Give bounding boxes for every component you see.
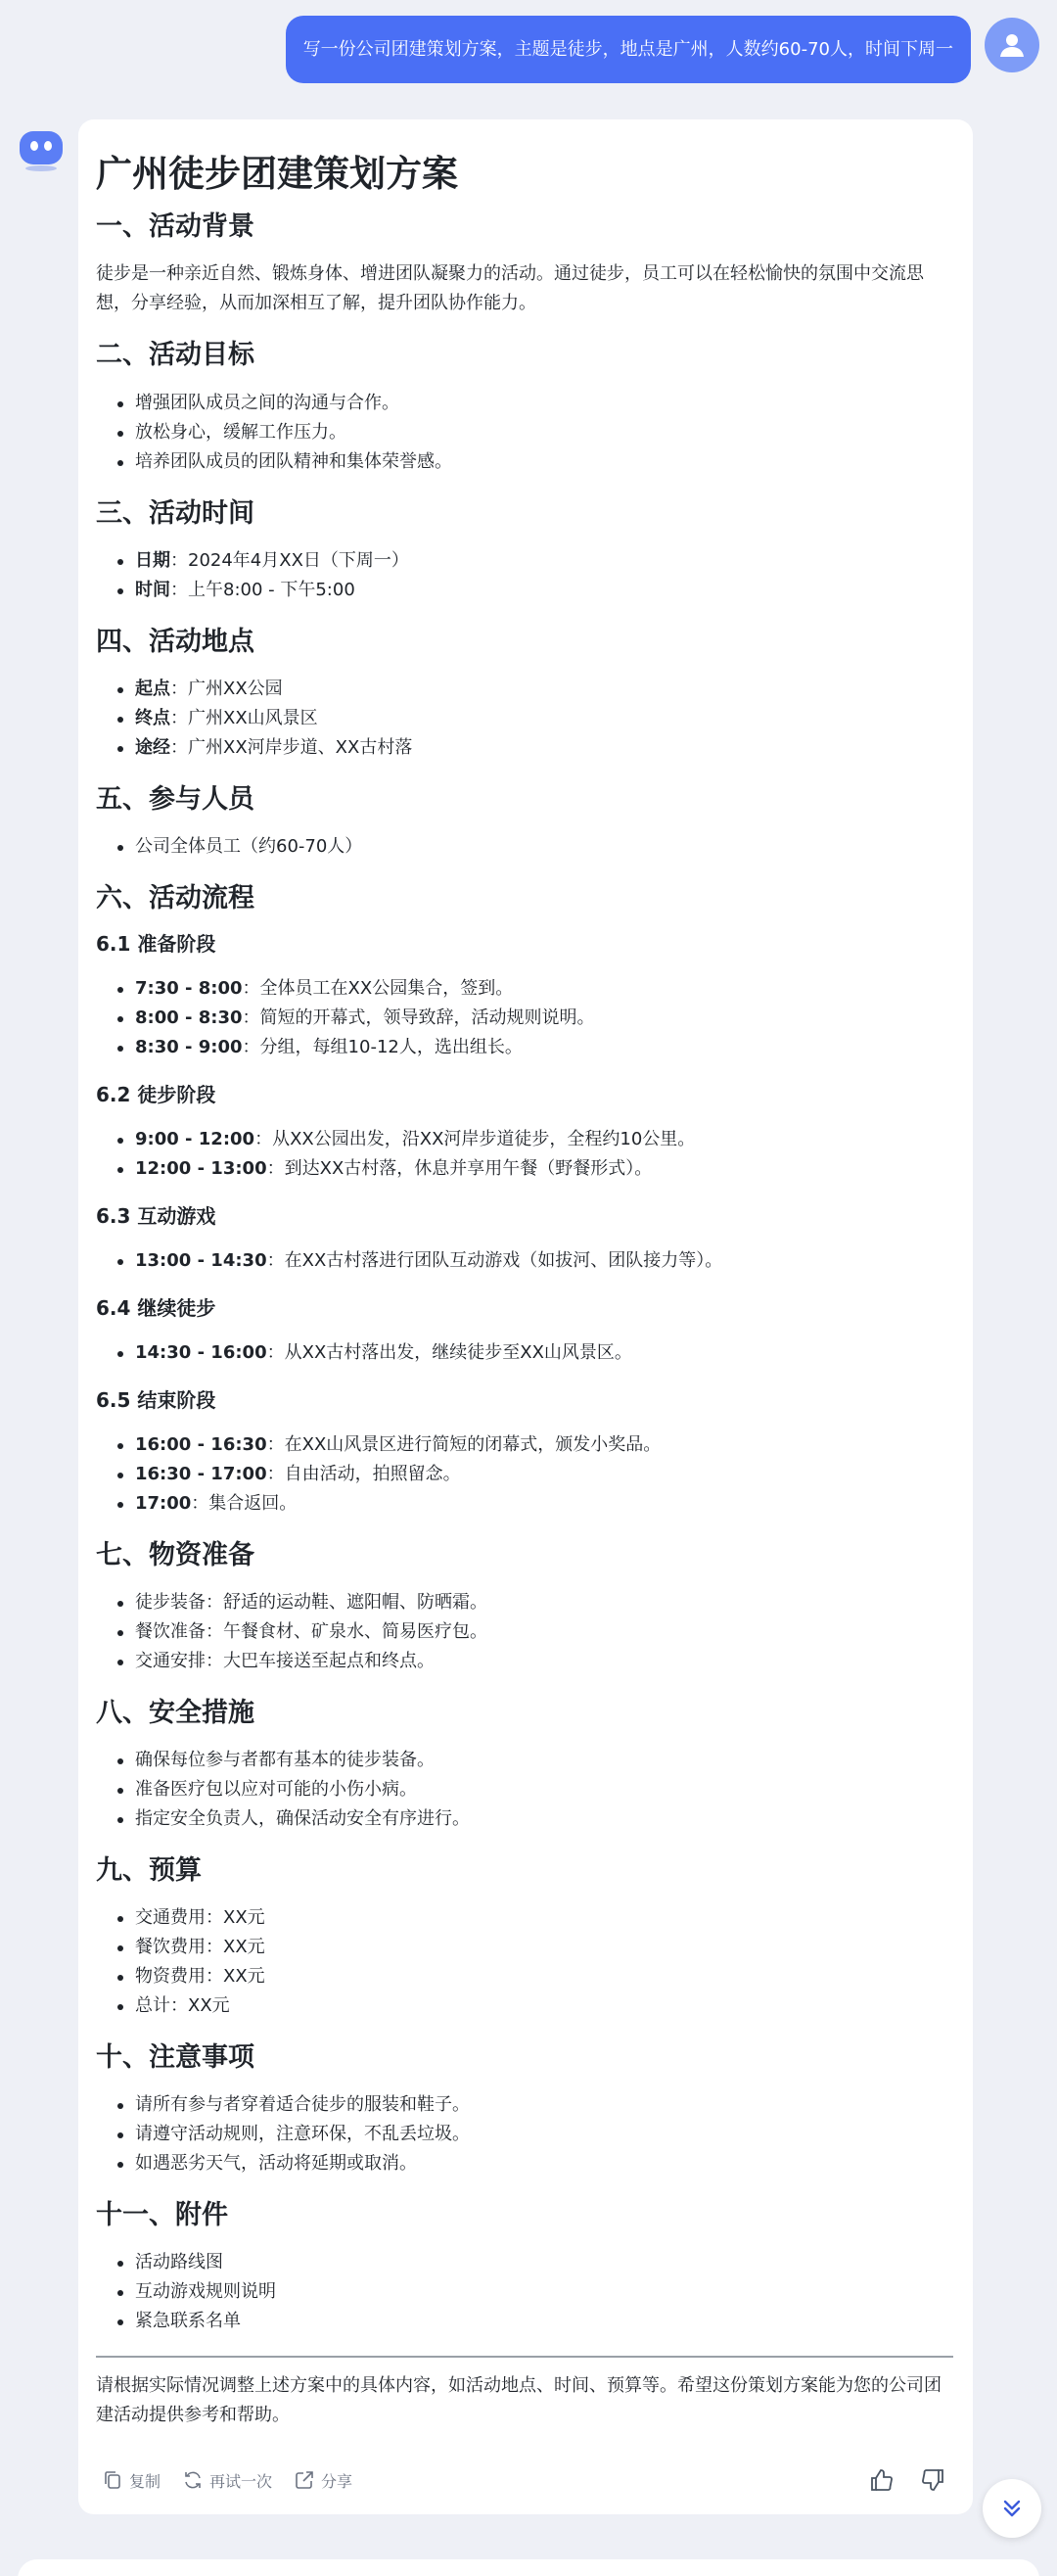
item-label: 8:00 - 8:30 xyxy=(135,1007,243,1028)
item-text: ：广州XX河岸步道、XX古村落 xyxy=(170,736,413,758)
list-item: 徒步装备：舒适的运动鞋、遮阳帽、防晒霜。 xyxy=(115,1588,953,1617)
list-item xyxy=(115,1338,953,1368)
budget-list xyxy=(115,1903,953,2021)
location-list xyxy=(115,675,953,763)
user-avatar-icon xyxy=(996,29,1028,61)
item-text: ：简短的开幕式，领导致辞，活动规则说明。 xyxy=(242,1007,595,1028)
list-item xyxy=(115,546,953,576)
section-heading: 一、活动背景 xyxy=(96,211,254,243)
retry-label: 再试一次 xyxy=(209,2471,273,2491)
item-label: 8:30 - 9:00 xyxy=(135,1036,243,1057)
item-text: ：在XX古村落进行团队互动游戏（如拔河、团队接力等）。 xyxy=(266,1249,723,1271)
section-heading: 六、活动流程 xyxy=(96,882,254,913)
divider xyxy=(96,2356,953,2358)
closing-paragraph: 请根据实际情况调整上述方案中的具体内容，如活动地点、时间、预算等。希望这份策划方案能为您的公司团建活动提供参考和帮助。 xyxy=(96,2375,942,2426)
list-item xyxy=(115,1033,953,1062)
section-heading: 十、注意事项 xyxy=(96,2042,254,2074)
user-avatar[interactable] xyxy=(985,18,1039,72)
list-item xyxy=(115,1430,953,1460)
list-item xyxy=(115,576,953,605)
refresh-icon xyxy=(182,2469,204,2491)
item-label: 日期 xyxy=(135,549,170,571)
item-text: ：上午8:00 - 下午5:00 xyxy=(170,579,355,600)
item-label: 13:00 - 14:30 xyxy=(135,1249,267,1271)
item-label: 9:00 - 12:00 xyxy=(135,1128,255,1149)
thumbs-down-icon[interactable] xyxy=(918,2465,947,2495)
list-item: 请所有参与者穿着适合徒步的服装和鞋子。 xyxy=(115,2090,953,2120)
assistant-response-card xyxy=(78,119,973,2514)
subsection-heading: 6.2 徒步阶段 xyxy=(96,1082,216,1106)
item-text: ：自由活动，拍照留念。 xyxy=(266,1463,461,1484)
list-item: 准备医疗包以应对可能的小伤小病。 xyxy=(115,1775,953,1804)
section-heading: 四、活动地点 xyxy=(96,626,254,657)
schedule-list xyxy=(115,1125,953,1184)
list-item: 确保每位参与者都有基本的徒步装备。 xyxy=(115,1746,953,1775)
item-label: 起点 xyxy=(135,678,170,699)
item-label: 16:00 - 16:30 xyxy=(135,1433,267,1455)
list-item: 物资费用：XX元 xyxy=(115,1962,953,1991)
item-text: ：从XX古村落出发，继续徒步至XX山风景区。 xyxy=(266,1341,632,1363)
thumbs-up-icon[interactable] xyxy=(867,2465,896,2495)
list-item: 交通费用：XX元 xyxy=(115,1903,953,1933)
copy-label: 复制 xyxy=(129,2471,161,2491)
supplies-list xyxy=(115,1588,953,1676)
subsection-heading: 6.5 结束阶段 xyxy=(96,1387,216,1412)
item-text: ：集合返回。 xyxy=(191,1492,298,1514)
scroll-to-bottom-button[interactable] xyxy=(983,2479,1041,2538)
list-item: 总计：XX元 xyxy=(115,1991,953,2021)
list-item xyxy=(115,1489,953,1519)
item-label: 17:00 xyxy=(135,1492,192,1514)
list-item: 如遇恶劣天气，活动将延期或取消。 xyxy=(115,2149,953,2178)
time-list xyxy=(115,546,953,605)
item-text: ：分组，每组10-12人，选出组长。 xyxy=(242,1036,523,1057)
section-heading: 五、参与人员 xyxy=(96,783,254,815)
schedule-list xyxy=(115,1246,953,1276)
background-paragraph: 徒步是一种亲近自然、锻炼身体、增进团队凝聚力的活动。通过徒步，员工可以在轻松愉快的氛围中交流思想，分享经验，从而加深相互了解，提升团队协作能力。 xyxy=(96,263,924,314)
list-item: 互动游戏规则说明 xyxy=(115,2277,953,2307)
list-item xyxy=(115,1004,953,1033)
bot-avatar-icon xyxy=(18,129,65,172)
section-heading: 七、物资准备 xyxy=(96,1539,254,1570)
list-item xyxy=(115,1246,953,1276)
input-bar-edge xyxy=(18,2559,1039,2576)
list-item: 交通安排：大巴车接送至起点和终点。 xyxy=(115,1647,953,1676)
user-message-row xyxy=(286,16,1039,83)
item-text: ：全体员工在XX公园集合，签到。 xyxy=(242,977,514,999)
list-item xyxy=(115,974,953,1004)
user-message-bubble: 写一份公司团建策划方案，主题是徒步，地点是广州，人数约60-70人，时间下周一 xyxy=(286,16,971,83)
share-button[interactable] xyxy=(294,2469,352,2492)
section-heading: 三、活动时间 xyxy=(96,497,254,529)
schedule-list xyxy=(115,1338,953,1368)
list-item: 请遵守活动规则，注意环保，不乱丢垃圾。 xyxy=(115,2120,953,2149)
item-label: 终点 xyxy=(135,707,170,728)
item-text: ：在XX山风景区进行简短的闭幕式，颁发小奖品。 xyxy=(266,1433,662,1455)
list-item: 活动路线图 xyxy=(115,2248,953,2277)
safety-list xyxy=(115,1746,953,1834)
section-heading: 九、预算 xyxy=(96,1855,202,1887)
list-item: 放松身心，缓解工作压力。 xyxy=(115,418,953,447)
share-icon xyxy=(294,2469,315,2491)
list-item xyxy=(115,1460,953,1489)
item-label: 7:30 - 8:00 xyxy=(135,977,243,999)
list-item: 增强团队成员之间的沟通与合作。 xyxy=(115,389,953,418)
list-item xyxy=(115,733,953,763)
list-item: 公司全体员工（约60-70人） xyxy=(115,832,953,862)
item-label: 12:00 - 13:00 xyxy=(135,1157,267,1179)
list-item: 餐饮费用：XX元 xyxy=(115,1933,953,1962)
copy-button[interactable] xyxy=(102,2469,161,2492)
chevron-double-down-icon xyxy=(999,2496,1025,2521)
section-heading: 八、安全措施 xyxy=(96,1698,254,1729)
goals-list xyxy=(115,389,953,477)
section-heading: 十一、附件 xyxy=(96,2200,228,2231)
item-text: ：到达XX古村落，休息并享用午餐（野餐形式）。 xyxy=(266,1157,653,1179)
item-text: ：广州XX山风景区 xyxy=(170,707,318,728)
list-item xyxy=(115,675,953,704)
subsection-heading: 6.1 准备阶段 xyxy=(96,931,216,956)
item-text: ：2024年4月XX日（下周一） xyxy=(170,549,409,571)
item-label: 16:30 - 17:00 xyxy=(135,1463,267,1484)
schedule-list xyxy=(115,1430,953,1519)
item-label: 途经 xyxy=(135,736,170,758)
list-item: 餐饮准备：午餐食材、矿泉水、简易医疗包。 xyxy=(115,1617,953,1647)
schedule-list xyxy=(115,974,953,1062)
list-item xyxy=(115,1154,953,1184)
participants-list xyxy=(115,832,953,862)
section-heading: 二、活动目标 xyxy=(96,340,254,371)
list-item: 紧急联系名单 xyxy=(115,2307,953,2336)
share-label: 分享 xyxy=(321,2471,353,2491)
list-item: 培养团队成员的团队精神和集体荣誉感。 xyxy=(115,447,953,477)
copy-icon xyxy=(102,2469,123,2491)
subsection-heading: 6.3 互动游戏 xyxy=(96,1203,216,1228)
attachments-list xyxy=(115,2248,953,2336)
document-title: 广州徒步团建策划方案 xyxy=(96,153,458,195)
subsection-heading: 6.4 继续徒步 xyxy=(96,1295,216,1320)
notes-list xyxy=(115,2090,953,2178)
list-item xyxy=(115,1125,953,1154)
response-actions xyxy=(102,2465,947,2495)
item-text: ：从XX公园出发，沿XX河岸步道徒步，全程约10公里。 xyxy=(254,1128,696,1149)
list-item: 指定安全负责人，确保活动安全有序进行。 xyxy=(115,1804,953,1834)
item-text: ：广州XX公园 xyxy=(170,678,283,699)
list-item xyxy=(115,704,953,733)
item-label: 时间 xyxy=(135,579,170,600)
retry-button[interactable] xyxy=(182,2469,272,2492)
item-label: 14:30 - 16:00 xyxy=(135,1341,267,1363)
